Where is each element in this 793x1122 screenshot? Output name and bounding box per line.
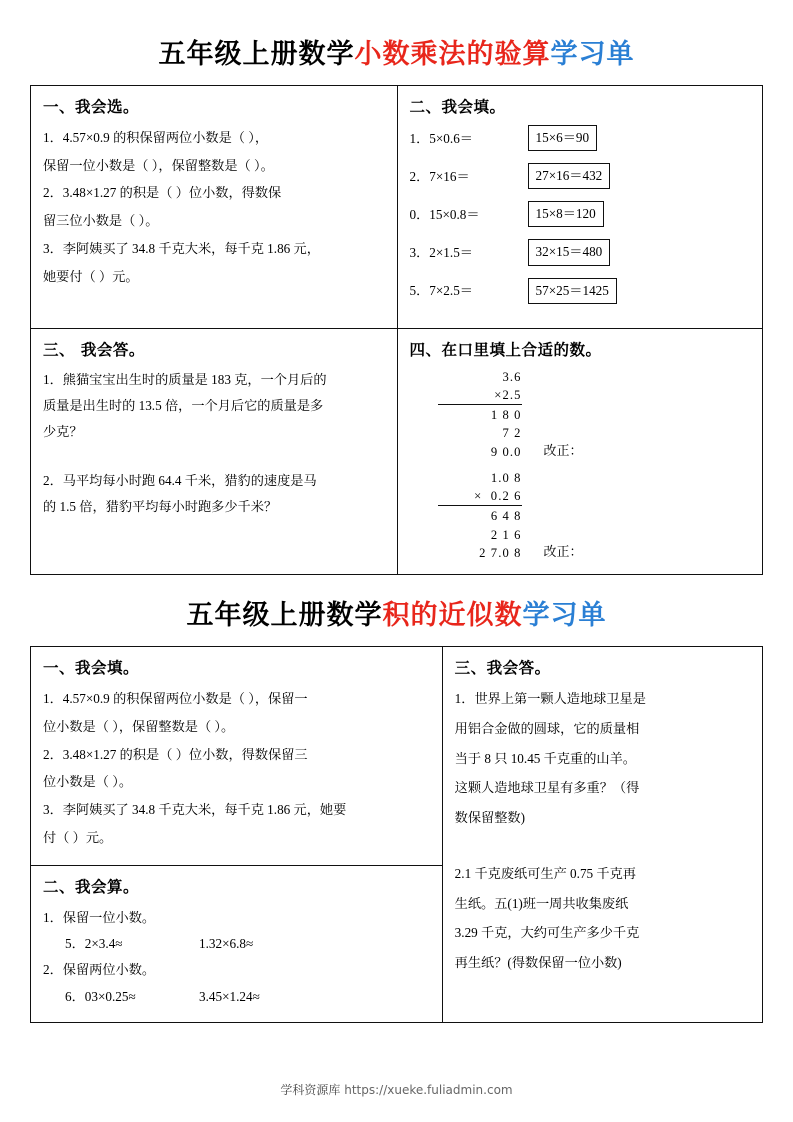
calc-line: 1.0 8 [490, 470, 522, 485]
calc-line: 1 8 0 [438, 404, 522, 424]
question-text: 3．李阿姨买了 34.8 千克大米，每千克 1.86 元，她要 [43, 802, 347, 818]
question-text: 当于 8 只 10.45 千克重的山羊。 [454, 750, 636, 766]
question-text: 1．4.57×0.9 的积保留两位小数是（ ）， [43, 130, 269, 145]
worksheet1-section-1 [31, 86, 397, 328]
question-text: 少克？ [43, 424, 83, 440]
calc-row [43, 984, 430, 1010]
worksheet2-section-2 [31, 865, 442, 1023]
calc-expression: 3.45×1.24≈ [199, 988, 260, 1004]
question-text: 数保留整数) [454, 810, 526, 826]
subsection-label: 1．保留一位小数。 [43, 909, 156, 925]
section-heading: 四、在口里填上合适的数。 [409, 340, 602, 359]
question-text: 的 1.5 倍，猎豹平均每小时跑多少千米？ [43, 499, 278, 515]
footer-brand: 学科资源库 [280, 1083, 341, 1097]
calc-line: × 0.2 6 [474, 489, 522, 504]
question-text: 2.1 千克废纸可生产 0.75 千克再 [454, 865, 636, 881]
worksheet1-title-highlight: 小数乘法的验算 [354, 39, 551, 70]
question-text: 2．马平均每小时跑 64.4 千米，猎豹的速度是马 [43, 472, 317, 488]
worksheet2-title [30, 593, 763, 632]
vertical-calculation-2 [410, 469, 751, 562]
vertical-calculation-1 [410, 368, 751, 461]
section-heading: 二、我会算。 [43, 877, 140, 896]
question-text: 付（ ）元。 [43, 829, 113, 845]
worksheet1-title [30, 32, 763, 71]
fill-answer-box: 57×25＝1425 [528, 278, 617, 304]
fill-row [410, 201, 751, 227]
worksheet1-section-3 [31, 328, 397, 575]
correction-label: 改正： [543, 544, 583, 560]
section-heading: 二、我会填。 [409, 98, 506, 116]
question-text: 1．熊猫宝宝出生时的质量是 183 克，一个月后的 [43, 371, 327, 387]
section-heading: 三、我会答。 [454, 659, 551, 678]
section-heading: 一、我会填。 [43, 659, 140, 678]
question-text: 1．4.57×0.9 的积保留两位小数是（ ），保留一 [43, 691, 308, 707]
question-text: 生纸。五(1)班一周共收集废纸 [454, 895, 629, 911]
fill-answer-box: 32×15＝480 [528, 239, 611, 265]
calc-expression: 5．2×3.4≈ [65, 935, 123, 951]
section-heading: 一、我会选。 [43, 98, 140, 116]
worksheet2-left-column [31, 647, 442, 1022]
calc-line: ×2.5 [494, 387, 522, 402]
question-text: 再生纸？(得数保留一位小数) [454, 955, 622, 970]
question-text: 保留一位小数是（ ），保留整数是（ ）。 [43, 157, 274, 173]
worksheet2-title-prefix: 五年级上册数学 [186, 600, 383, 632]
calc-line: 3.6 [502, 369, 522, 384]
worksheet1-title-suffix: 学习单 [550, 39, 635, 70]
question-text: 3．李阿姨买了 34.8 千克大米，每千克 1.86 元， [43, 240, 320, 256]
question-text: 位小数是（ ）。 [43, 774, 133, 790]
fill-row [410, 239, 751, 265]
calc-expression: 1.32×6.8≈ [199, 935, 254, 951]
worksheet2-table [30, 646, 763, 1023]
question-text: 2．3.48×1.27 的积是（ ）位小数，得数保留三 [43, 746, 308, 762]
fill-row [410, 163, 751, 189]
correction-label: 改正： [543, 442, 583, 458]
question-text: 2．3.48×1.27 的积是（ ）位小数，得数保 [43, 185, 282, 201]
worksheet2-section-3 [442, 647, 762, 1022]
calc-line: 6 4 8 [438, 505, 522, 525]
fill-expression: 3．2×1.5＝ [409, 244, 473, 260]
fill-expression: 0．15×0.8＝ [409, 206, 480, 222]
calc-line: 2 1 6 [490, 527, 522, 542]
footer-url: https://xueke.fuliadmin.com [344, 1083, 513, 1097]
worksheet1-table [30, 85, 763, 575]
calc-line: 7 2 [502, 426, 522, 441]
fill-answer-box: 15×8＝120 [528, 201, 604, 227]
fill-expression: 5．7×2.5＝ [409, 283, 473, 298]
question-text: 用铝合金做的圆球，它的质量相 [454, 720, 640, 736]
question-text: 1．世界上第一颗人造地球卫星是 [454, 691, 646, 707]
subsection-label: 2．保留两位小数。 [43, 962, 156, 978]
question-text: 留三位小数是（ ）。 [43, 213, 159, 229]
question-text: 位小数是（ ），保留整数是（ ）。 [43, 718, 235, 734]
calc-expression: 6．03×0.25≈ [65, 988, 136, 1004]
worksheet1-section-4 [397, 328, 763, 575]
section-heading: 三、 我会答。 [43, 340, 145, 359]
fill-expression: 1．5×0.6＝ [409, 130, 473, 146]
worksheet2-section-1 [31, 647, 442, 864]
calc-row [43, 931, 430, 957]
calc-line: 2 7.0 8 [479, 545, 522, 560]
fill-row [410, 278, 751, 304]
calc-line: 9 0.0 [490, 444, 522, 459]
fill-answer-box: 27×16＝432 [528, 163, 611, 189]
fill-row [410, 125, 751, 151]
footer-watermark [0, 1081, 793, 1098]
worksheet1-title-prefix: 五年级上册数学 [158, 39, 355, 70]
question-text: 这颗人造地球卫星有多重？（得 [454, 780, 640, 796]
question-text: 质量是出生时的 13.5 倍，一个月后它的质量是多 [43, 398, 324, 414]
fill-expression: 2．7×16＝ [409, 168, 470, 184]
worksheet2-title-suffix: 学习单 [522, 600, 607, 632]
worksheet1-section-2 [397, 86, 763, 328]
question-text: 她要付（ ）元。 [43, 268, 139, 284]
worksheet2-title-highlight: 积的近似数 [382, 600, 523, 632]
fill-answer-box: 15×6＝90 [528, 125, 598, 151]
question-text: 3.29 千克，大约可生产多少千克 [454, 925, 640, 941]
